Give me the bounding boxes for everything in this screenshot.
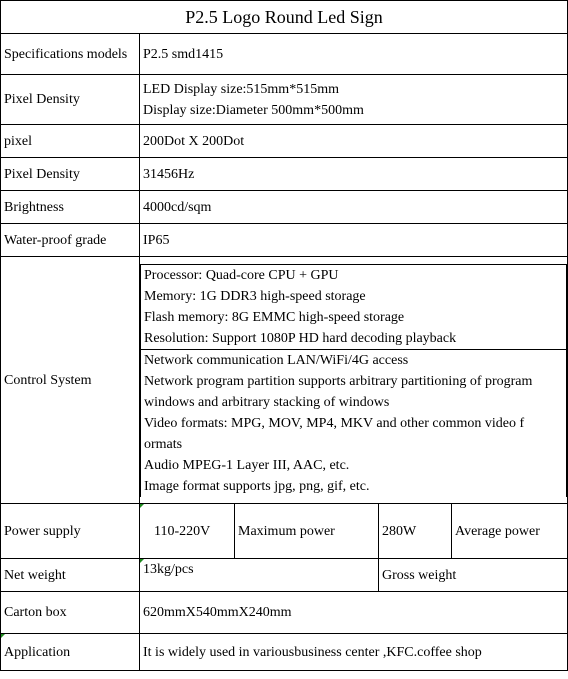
spec-model-value: P2.5 smd1415 [140, 34, 568, 75]
refresh-label: Pixel Density [1, 158, 140, 191]
pixel-label: pixel [1, 125, 140, 158]
avg-power-label: Average power [452, 504, 568, 559]
carton-value: 620mmX540mmX240mm [140, 592, 568, 634]
resolution-line: Resolution: Support 1080P HD hard decoding playback [144, 330, 457, 346]
pixel-density-label: Pixel Density [1, 75, 140, 125]
voltage-value: 110-220V [140, 504, 235, 559]
net-weight-label: Net weight [1, 559, 140, 592]
processor-line: Processor: Quad-core CPU + GPU [144, 267, 339, 283]
control-block-hardware [141, 264, 567, 349]
network-line: Network communication LAN/WiFi/4G access [144, 352, 409, 368]
waterproof-value: IP65 [140, 224, 568, 257]
max-power-value: 280W [379, 504, 452, 559]
pixel-value: 200Dot X 200Dot [140, 125, 568, 158]
gross-weight-label: Gross weight [379, 559, 568, 592]
led-display-size: LED Display size:515mm*515mm [143, 81, 339, 97]
refresh-value: 31456Hz [140, 158, 568, 191]
partition-line: Network program partition supports arbitrary partitioning of program windows and arbitrary stacking of windows [144, 373, 533, 410]
max-power-label: Maximum power [235, 504, 379, 559]
display-size-diameter: Display size:Diameter 500mm*500mm [143, 102, 364, 118]
brightness-label: Brightness [1, 191, 140, 224]
control-system-cell [140, 257, 568, 504]
waterproof-label: Water-proof grade [1, 224, 140, 257]
spec-model-label: Specifications models [1, 34, 140, 75]
control-block-software [141, 349, 567, 497]
net-weight-value: 13kg/pcs [140, 559, 379, 592]
power-supply-label: Power supply [1, 504, 140, 559]
memory-line: Memory: 1G DDR3 high-speed storage [144, 288, 366, 304]
audio-line: Audio MPEG-1 Layer III, AAC, etc. [144, 457, 350, 473]
control-system-label: Control System [1, 257, 140, 504]
table-title: P2.5 Logo Round Led Sign [1, 1, 568, 34]
application-value: It is widely used in variousbusiness center ,KFC.coffee shop [140, 634, 568, 671]
video-line: Video formats: MPG, MOV, MP4, MKV and other common video f ormats [144, 415, 525, 452]
carton-label: Carton box [1, 592, 140, 634]
image-line: Image format supports jpg, png, gif, etc. [144, 478, 370, 494]
display-size-cell [140, 75, 568, 125]
control-system-inner [140, 264, 567, 497]
brightness-value: 4000cd/sqm [140, 191, 568, 224]
flash-line: Flash memory: 8G EMMC high-speed storage [144, 309, 405, 325]
application-label: Application [1, 634, 140, 671]
